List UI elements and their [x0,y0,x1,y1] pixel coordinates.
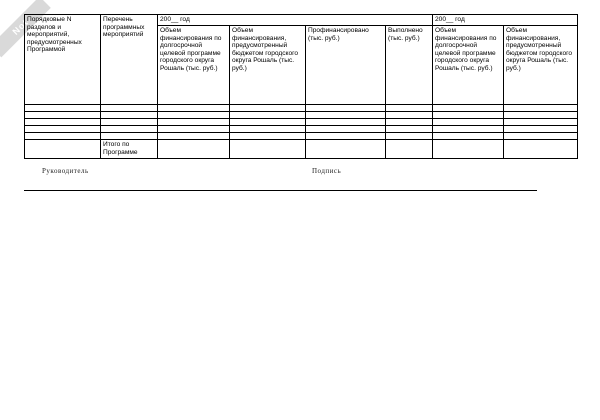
table-row [25,126,578,133]
head-label: Руководитель [42,167,89,175]
watermark-ribbon: Not [0,0,51,57]
header-year-2: 200__ год [433,15,578,26]
table-row [25,119,578,126]
header-budget-funding: Объем финансирования, предусмотренный бюджетом городского округа Рошаль (тыс. руб.) [230,26,306,105]
header-budget-funding-2: Объем финансирования, предусмотренный бюджетом городского округа Рошаль (тыс. руб.) [504,26,578,105]
header-long-term-funding-2: Объем финансирования по долгосрочной целевой программе городского округа Рошаль (тыс. руб.) [433,26,504,105]
header-long-term-funding: Объем финансирования по долгосрочной целевой программе городского округа Рошаль (тыс. руб.) [158,26,230,105]
total-label: Итого по Программе [101,140,158,159]
signature-line [24,190,537,191]
header-done: Выполнено (тыс. руб.) [386,26,433,105]
header-order-no: Порядковые N разделов и мероприятий, предусмотренных Программой [25,15,101,105]
table-row [25,133,578,140]
signature-label: Подпись [312,167,342,175]
table-row [25,112,578,119]
header-year-1: 200__ год [158,15,433,26]
header-program-list: Перечень программных мероприятий [101,15,158,105]
header-financed: Профинансировано (тыс. руб.) [306,26,386,105]
program-financing-table [24,14,578,159]
total-row [25,140,578,159]
table-row [25,105,578,112]
